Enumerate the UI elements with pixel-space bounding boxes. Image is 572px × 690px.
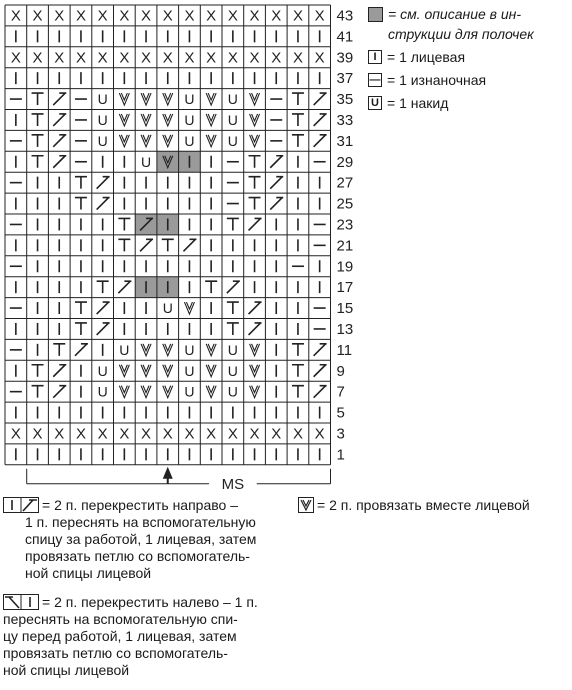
gray-cell-swatch: [368, 7, 383, 22]
yarn-over-symbol: U: [162, 300, 173, 317]
yarn-over-symbol: U: [184, 362, 195, 379]
row-number: 25: [336, 195, 354, 213]
row-number: 39: [336, 49, 354, 67]
yarn-over-symbol: U: [184, 111, 195, 128]
note-cross-right: [3, 497, 256, 582]
legend-yarn-over: [368, 95, 448, 111]
cross-symbol: X: [162, 7, 173, 25]
ms-label: MS: [221, 475, 245, 493]
yarn-over-symbol: U: [97, 362, 108, 379]
cross-symbol: X: [227, 7, 238, 25]
yarn-over-symbol: U: [140, 153, 152, 170]
cross-left-line-4: провязать петлю со вспомогатель-: [3, 645, 228, 661]
yarn-over-symbol: U: [227, 111, 238, 128]
cross-symbol: X: [141, 425, 152, 443]
yarn-over-symbol: U: [184, 383, 195, 400]
cross-symbol: X: [184, 425, 195, 443]
yarn-over-symbol: U: [184, 341, 195, 358]
legend-gray-text-1: = см. описание в ин-: [388, 6, 522, 22]
yarn-over-symbol: U: [227, 341, 238, 358]
cross-symbol: X: [119, 7, 130, 25]
k2tog-text: = 2 п. провязать вместе лицевой: [317, 497, 530, 513]
cross-right-line-1: = 2 п. перекрестить направо –: [42, 497, 238, 513]
cross-left-line-1: = 2 п. перекрестить налево – 1 п.: [42, 594, 258, 610]
yarn-over-symbol: U: [227, 91, 238, 108]
cross-symbol: X: [75, 7, 86, 25]
row-number: 5: [336, 404, 345, 422]
cross-symbol: X: [162, 425, 173, 443]
cross-symbol: X: [54, 49, 65, 67]
yarn-over-symbol: U: [227, 132, 238, 149]
cross-symbol: X: [54, 7, 65, 25]
yarn-over-symbol: U: [97, 383, 108, 400]
cross-symbol: X: [249, 425, 260, 443]
cross-symbol: X: [292, 49, 303, 67]
row-number: 11: [336, 341, 353, 359]
cross-symbol: X: [227, 425, 238, 443]
knit-symbol-icon: I: [368, 50, 382, 64]
yarn-over-symbol: U: [227, 362, 238, 379]
legend-knit-text: = 1 лицевая: [387, 49, 466, 65]
cross-symbol: X: [184, 49, 195, 67]
cross-symbol: X: [141, 7, 152, 25]
cross-symbol: X: [206, 425, 217, 443]
cross-symbol: X: [292, 425, 303, 443]
cross-symbol: X: [75, 49, 86, 67]
cross-left-line-5: ной спицы лицевой: [3, 662, 130, 678]
row-number: 29: [336, 153, 354, 171]
yarn-over-symbol: U: [184, 132, 195, 149]
row-number: 7: [336, 383, 345, 401]
cross-symbol: X: [271, 425, 282, 443]
cross-symbol: X: [54, 425, 65, 443]
cross-symbol: X: [32, 49, 43, 67]
yarn-over-symbol: U: [119, 341, 130, 358]
cross-symbol: X: [314, 425, 325, 443]
legend-yarn-over-text: = 1 накид: [387, 95, 449, 111]
cross-symbol: X: [314, 49, 325, 67]
row-number: 19: [336, 258, 354, 276]
cross-symbol: X: [206, 49, 217, 67]
cross-symbol: X: [97, 7, 108, 25]
row-number: 1: [336, 446, 345, 464]
cross-symbol: X: [249, 7, 260, 25]
row-number: 31: [336, 132, 354, 150]
cross-symbol: X: [10, 7, 21, 25]
yarn-over-symbol: U: [227, 383, 238, 400]
cross-symbol: X: [292, 7, 303, 25]
row-number: 15: [336, 300, 354, 318]
row-number: 13: [336, 320, 354, 338]
legend-gray-text-2: струкции для полочек: [388, 26, 534, 42]
cross-symbol: X: [314, 7, 325, 25]
cross-symbol: X: [97, 425, 108, 443]
cross-symbol: X: [271, 49, 282, 67]
cross-right-line-2: 1 п. переснять на вспомогательную: [25, 514, 256, 530]
row-number: 35: [336, 91, 354, 109]
cross-symbol: X: [119, 425, 130, 443]
cross-symbol: X: [119, 49, 130, 67]
cross-right-line-5: ной спицы лицевой: [25, 565, 152, 581]
legend-knit: [368, 49, 465, 65]
cross-symbol: X: [227, 49, 238, 67]
row-number: 37: [336, 70, 354, 88]
cross-symbol: X: [32, 7, 43, 25]
cross-right-icon: [3, 497, 39, 513]
row-number: 21: [336, 237, 354, 255]
row-number: 17: [336, 279, 354, 297]
yarn-over-symbol: U: [184, 91, 195, 108]
row-number: 33: [336, 111, 354, 129]
cross-symbol: X: [97, 49, 108, 67]
row-number: 41: [336, 28, 354, 46]
cross-symbol: X: [249, 49, 260, 67]
note-cross-left: [3, 594, 258, 679]
cross-left-icon: [3, 594, 39, 610]
row-number: 3: [336, 425, 345, 443]
cross-left-line-3: цу перед работой, 1 лицевая, затем: [3, 628, 237, 644]
cross-symbol: X: [75, 425, 86, 443]
yarn-over-symbol: U: [97, 111, 108, 128]
cross-right-line-4: провязать петлю со вспомогатель-: [25, 548, 250, 564]
legend-purl: [368, 72, 486, 88]
cross-symbol: X: [271, 7, 282, 25]
legend-gray-2: [388, 26, 534, 42]
row-number: 43: [336, 7, 354, 25]
row-number: 9: [336, 362, 345, 380]
cross-symbol: X: [184, 7, 195, 25]
legend-gray: [368, 6, 521, 22]
purl-symbol-icon: —: [369, 74, 381, 86]
k2tog-icon: [298, 497, 314, 513]
yarn-over-symbol: U: [97, 91, 108, 108]
arrow-up-head: [163, 467, 173, 479]
legend-purl-text: = 1 изнаночная: [387, 72, 487, 88]
cross-right-line-3: спицу за работой, 1 лицевая, затем: [25, 531, 257, 547]
cross-symbol: X: [206, 7, 217, 25]
row-number: 23: [336, 216, 354, 234]
cross-symbol: X: [162, 49, 173, 67]
cross-symbol: X: [141, 49, 152, 67]
row-number: 27: [336, 174, 354, 192]
yarn-over-symbol-icon: U: [368, 96, 382, 110]
note-k2tog: [298, 497, 530, 514]
cross-symbol: X: [10, 425, 21, 443]
cross-symbol: X: [10, 49, 21, 67]
yarn-over-symbol: U: [97, 132, 108, 149]
cross-left-line-2: переснять на вспомогательную спи-: [3, 611, 238, 627]
cross-symbol: X: [32, 425, 43, 443]
